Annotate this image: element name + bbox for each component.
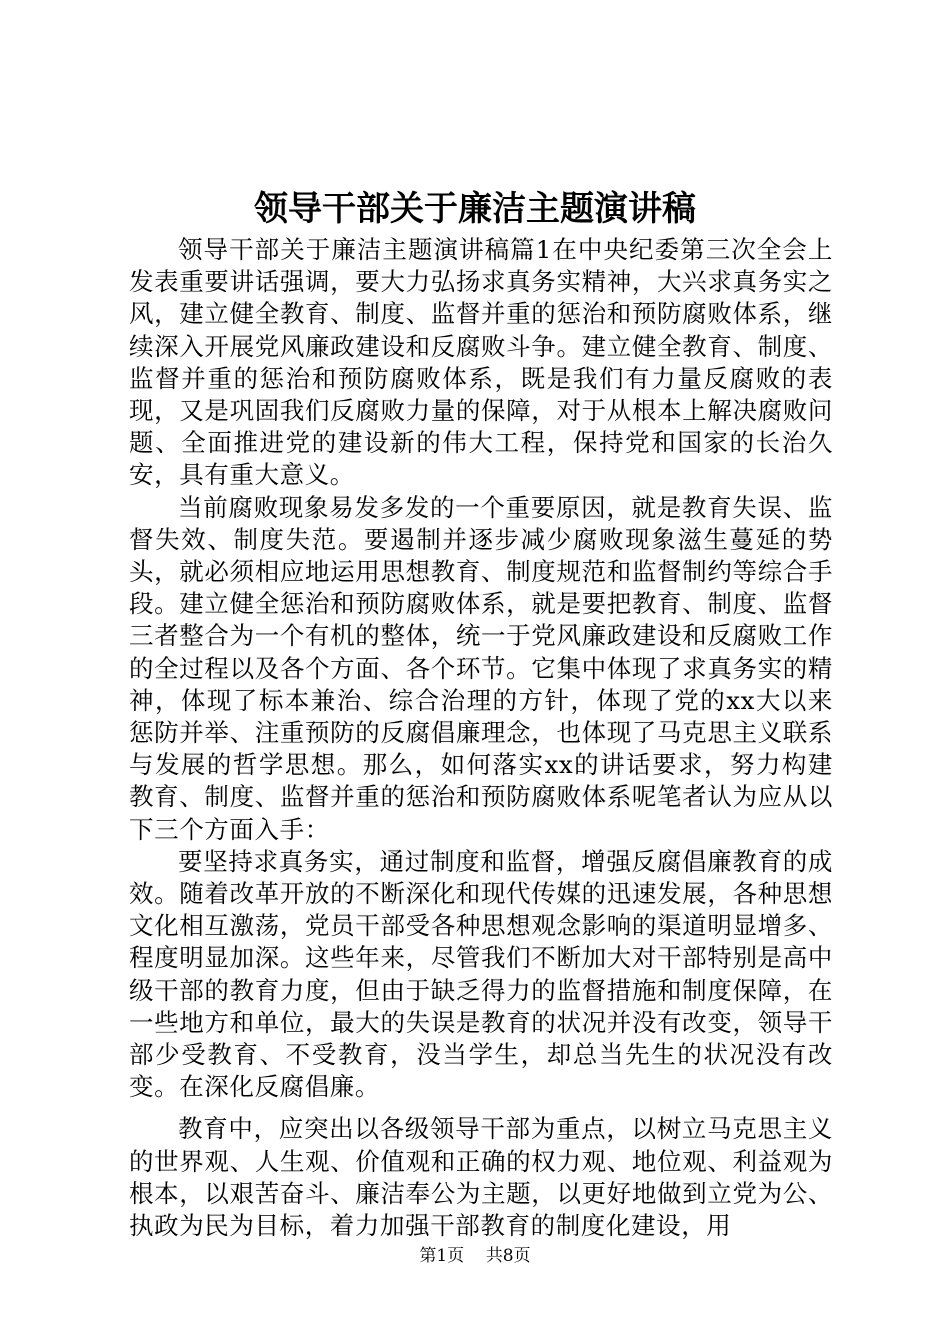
document-title: 领导干部关于廉洁主题演讲稿 bbox=[254, 189, 696, 229]
paragraph-2: 当前腐败现象易发多发的一个重要原因，就是教育失误、监督失效、制度失范。要遏制并逐步减少腐败现象滋生蔓延的势头，就必须相应地运用思想教育、制度规范和监督制约等综合手段。建立健全惩治和预防腐败体系，就是要把教育、制度、监督三者整合为一个有机的整体，统一于党风廉政建设和反腐败工作的全过程以及各个方面、各个环节。它集中体现了求真务实的精神，体现了标本兼治、综合治理的方针，体现了党的xx大以来惩防并举、注重预防的反腐倡廉理念，也体现了马克思主义联系与发展的哲学思想。那么，如何落实xx的讲话要求，努力构建教育、制度、监督并重的惩治和预防腐败体系呢笔者认为应从以下三个方面入手： bbox=[129, 492, 833, 844]
paragraph-4: 教育中，应突出以各级领导干部为重点，以树立马克思主义的世界观、人生观、价值观和正确的权力观、地位观、利益观为根本，以艰苦奋斗、廉洁奉公为主题，以更好地做到立党为公、执政为民为目标，着力加强干部教育的制度化建设，用 bbox=[129, 1114, 833, 1241]
paragraph-1: 领导干部关于廉洁主题演讲稿篇1在中央纪委第三次全会上发表重要讲话强调，要大力弘扬求真务实精神，大兴求真务实之风，建立健全教育、制度、监督并重的惩治和预防腐败体系，继续深入开展党风廉政建设和反腐败斗争。建立健全教育、制度、监督并重的惩治和预防腐败体系，既是我们有力量反腐败的表现，又是巩固我们反腐败力量的保障，对于从根本上解决腐败问题、全面推进党的建设新的伟大工程，保持党和国家的长治久安，具有重大意义。 bbox=[129, 235, 833, 490]
page-separator bbox=[470, 1246, 481, 1266]
document-body bbox=[129, 234, 833, 1242]
paragraph-3: 要坚持求真务实，通过制度和监督，增强反腐倡廉教育的成效。随着改革开放的不断深化和现代传媒的迅速发展，各种思想文化相互激荡，党员干部受各种思想观念影响的渠道明显增多、程度明显加深。这些年来，尽管我们不断加大对干部特别是高中级干部的教育力度，但由于缺乏得力的监督措施和制度保障，在一些地方和单位，最大的失误是教育的状况并没有改变，领导干部少受教育、不受教育，没当学生，却总当先生的状况没有改变。在深化反腐倡廉。 bbox=[129, 846, 833, 1102]
page-total: 共8页 bbox=[485, 1246, 531, 1266]
page-footer bbox=[0, 1244, 950, 1268]
page-number: 第1页 bbox=[419, 1246, 465, 1266]
